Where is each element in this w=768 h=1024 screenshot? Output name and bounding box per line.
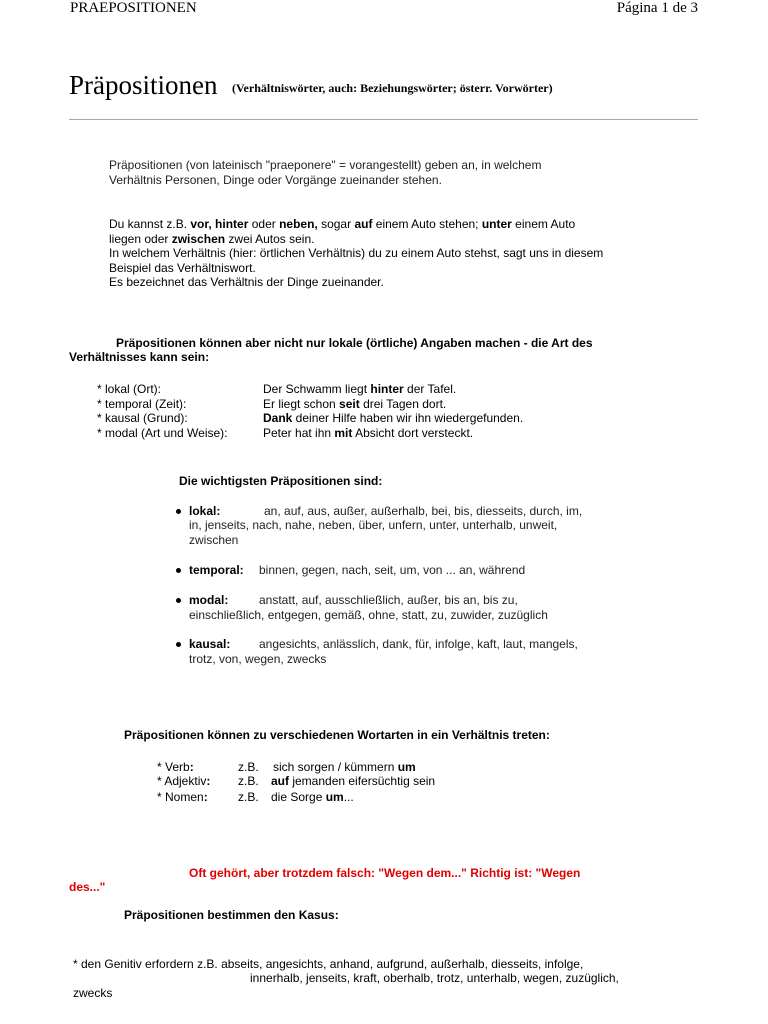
- category-label: kausal:: [189, 637, 231, 651]
- intro-line: Verhältnis Personen, Dinge oder Vorgänge zueinander stehen.: [109, 173, 442, 187]
- type-label: * temporal (Zeit):: [97, 397, 187, 411]
- bullet-icon: [176, 509, 181, 514]
- wordtype-zb: z.B.: [238, 774, 259, 788]
- wordtype-zb: z.B.: [238, 790, 259, 804]
- warning-note: des...": [69, 880, 106, 894]
- genitiv-line: * den Genitiv erfordern z.B. abseits, angesichts, anhand, aufgrund, außerhalb, diesseits, infolge,: [73, 957, 584, 971]
- wordtype-label: * Adjektiv:: [157, 774, 211, 788]
- bullet-icon: [176, 642, 181, 647]
- wordtype-example: die Sorge um...: [271, 790, 354, 804]
- category-list: angesichts, anlässlich, dank, für, infolge, kaft, laut, mangels,: [259, 637, 578, 651]
- type-example: Dank deiner Hilfe haben wir ihn wiedergefunden.: [263, 411, 524, 425]
- important-heading: Die wichtigsten Präpositionen sind:: [179, 474, 383, 488]
- types-heading: Verhältnisses kann sein:: [69, 350, 210, 364]
- example-line: Du kannst z.B. vor, hinter oder neben, sogar auf einem Auto stehen; unter einem Auto: [109, 217, 576, 231]
- category-list: einschließlich, entgegen, gemäß, ohne, statt, zu, zuwider, zuzüglich: [189, 608, 548, 622]
- category-list: zwischen: [189, 533, 239, 547]
- type-label: * kausal (Grund):: [97, 411, 188, 425]
- wordtype-example: auf jemanden eifersüchtig sein: [271, 774, 436, 788]
- example-line: In welchem Verhältnis (hier: örtlichen Verhältnis) du zu einem Auto stehst, sagt uns in diesem: [109, 246, 604, 260]
- example-line: liegen oder zwischen zwei Autos sein.: [109, 232, 315, 246]
- type-example: Peter hat ihn mit Absicht dort versteckt.: [263, 426, 474, 440]
- genitiv-line: innerhalb, jenseits, kraft, oberhalb, trotz, unterhalb, wegen, zuzüglich,: [250, 971, 619, 985]
- type-label: * lokal (Ort):: [97, 382, 162, 396]
- type-example: Er liegt schon seit drei Tagen dort.: [263, 397, 447, 411]
- page-subtitle: (Verhältniswörter, auch: Beziehungswörter; österr. Vorwörter): [232, 81, 553, 95]
- types-heading: Präpositionen können aber nicht nur lokale (örtliche) Angaben machen - die Art des: [116, 336, 593, 350]
- category-label: lokal:: [189, 504, 221, 518]
- type-label: * modal (Art und Weise):: [97, 426, 228, 440]
- wordtype-label: * Nomen:: [157, 790, 208, 804]
- title-divider: [69, 119, 698, 120]
- wordtype-zb: z.B.: [238, 760, 259, 774]
- type-example: Der Schwamm liegt hinter der Tafel.: [263, 382, 457, 396]
- category-list: in, jenseits, nach, nahe, neben, über, unfern, unter, unterhalb, unweit,: [189, 518, 558, 532]
- category-list: trotz, von, wegen, zwecks: [189, 652, 327, 666]
- bullet-icon: [176, 568, 181, 573]
- bullet-icon: [176, 598, 181, 603]
- warning-note: Oft gehört, aber trotzdem falsch: "Wegen dem..." Richtig ist: "Wegen: [189, 866, 581, 880]
- wordtype-label: * Verb:: [157, 760, 194, 774]
- category-list: anstatt, auf, ausschließlich, außer, bis an, bis zu,: [259, 593, 518, 607]
- category-label: modal:: [189, 593, 229, 607]
- kasus-heading: Präpositionen bestimmen den Kasus:: [124, 908, 339, 922]
- category-list: an, auf, aus, außer, außerhalb, bei, bis, diesseits, durch, im,: [264, 504, 583, 518]
- genitiv-line: zwecks: [73, 986, 113, 1000]
- category-list: binnen, gegen, nach, seit, um, von ... an, während: [259, 563, 526, 577]
- example-line: Es bezeichnet das Verhältnis der Dinge zueinander.: [109, 275, 384, 289]
- page-header-title: PRAEPOSITIONEN: [70, 0, 197, 16]
- wordtype-example: sich sorgen / kümmern um: [273, 760, 416, 774]
- page-number: Página 1 de 3: [616, 0, 698, 16]
- example-line: Beispiel das Verhältniswort.: [109, 261, 256, 275]
- page-title: Präpositionen: [69, 70, 218, 100]
- intro-line: Präpositionen (von lateinisch "praeponere" = vorangestellt) geben an, in welchem: [109, 158, 542, 172]
- category-label: temporal:: [189, 563, 244, 577]
- wordtypes-heading: Präpositionen können zu verschiedenen Wortarten in ein Verhältnis treten:: [124, 728, 550, 742]
